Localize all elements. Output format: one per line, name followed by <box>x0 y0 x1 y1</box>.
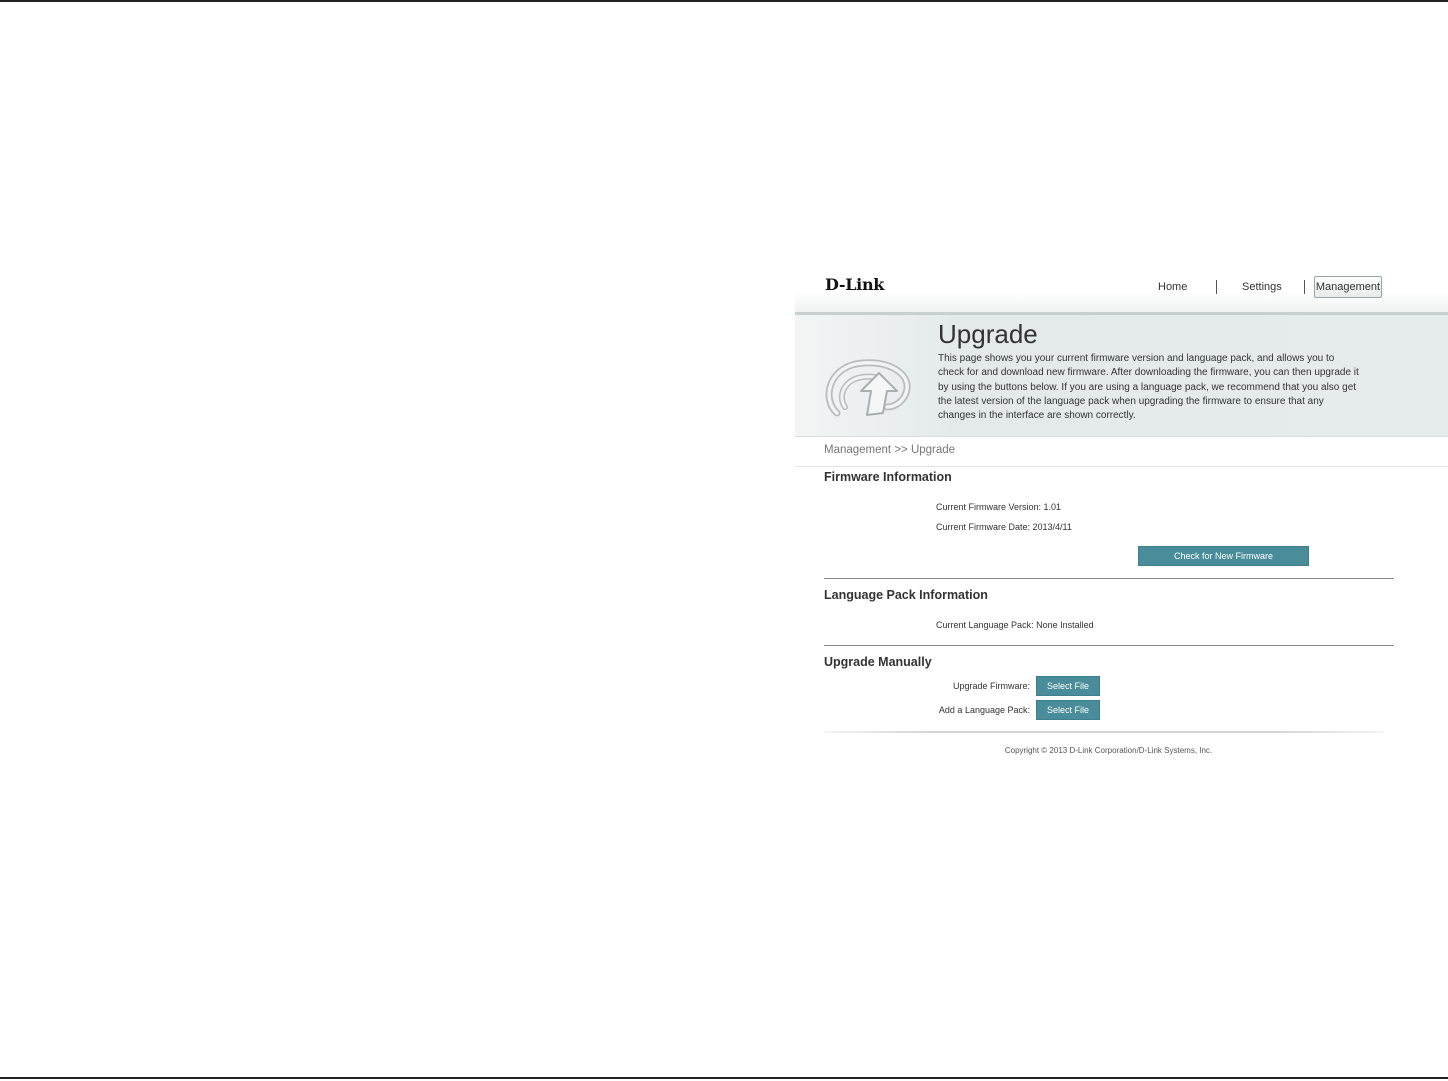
upgrade-firmware-select-file-button[interactable]: Select File <box>1036 676 1100 696</box>
nav-separator <box>1304 280 1305 294</box>
top-header <box>795 262 1448 315</box>
copyright-text: Copyright © 2013 D-Link Corporation/D-Link Systems, Inc. <box>1004 746 1213 755</box>
footer-divider <box>824 731 1384 733</box>
section-divider <box>824 645 1394 646</box>
upgrade-firmware-label: Upgrade Firmware: <box>952 681 1030 691</box>
nav-management[interactable]: Management <box>1314 276 1382 298</box>
upgrade-arrow-icon <box>823 355 911 419</box>
nav-home[interactable]: Home <box>1158 281 1188 293</box>
page-bottom-rule <box>0 1077 1448 1079</box>
current-language-pack: Current Language Pack: None Installed <box>936 620 1094 630</box>
firmware-date: Current Firmware Date: 2013/4/11 <box>936 522 1072 532</box>
language-pack-label: Add a Language Pack: <box>938 705 1030 715</box>
language-section-title: Language Pack Information <box>824 588 988 602</box>
firmware-section-title: Firmware Information <box>824 470 952 484</box>
router-web-ui <box>795 262 1448 772</box>
breadcrumb: Management >> Upgrade <box>824 444 956 456</box>
manual-section-title: Upgrade Manually <box>824 655 932 669</box>
page-description: This page shows you your current firmware version and language pack, and allows you to check for and download new firmware. After downloading the firmware, you can then upgrade it by using the buttons below. If you are using a language pack, we recommend that you also get the latest version of the language pack when upgrading the firmware to ensure that any changes in the interface are shown correctly. <box>938 353 1359 422</box>
breadcrumb-divider <box>795 466 1448 467</box>
nav-separator <box>1216 280 1217 294</box>
dlink-logo: D-Link <box>825 275 885 294</box>
language-pack-select-file-button[interactable]: Select File <box>1036 700 1100 720</box>
page-top-rule <box>0 0 1448 2</box>
page-title: Upgrade <box>938 319 1038 349</box>
firmware-version: Current Firmware Version: 1.01 <box>936 502 1062 512</box>
check-new-firmware-button[interactable]: Check for New Firmware <box>1138 546 1309 566</box>
page-banner <box>795 315 1448 437</box>
nav-settings[interactable]: Settings <box>1242 281 1282 293</box>
section-divider <box>824 578 1394 579</box>
